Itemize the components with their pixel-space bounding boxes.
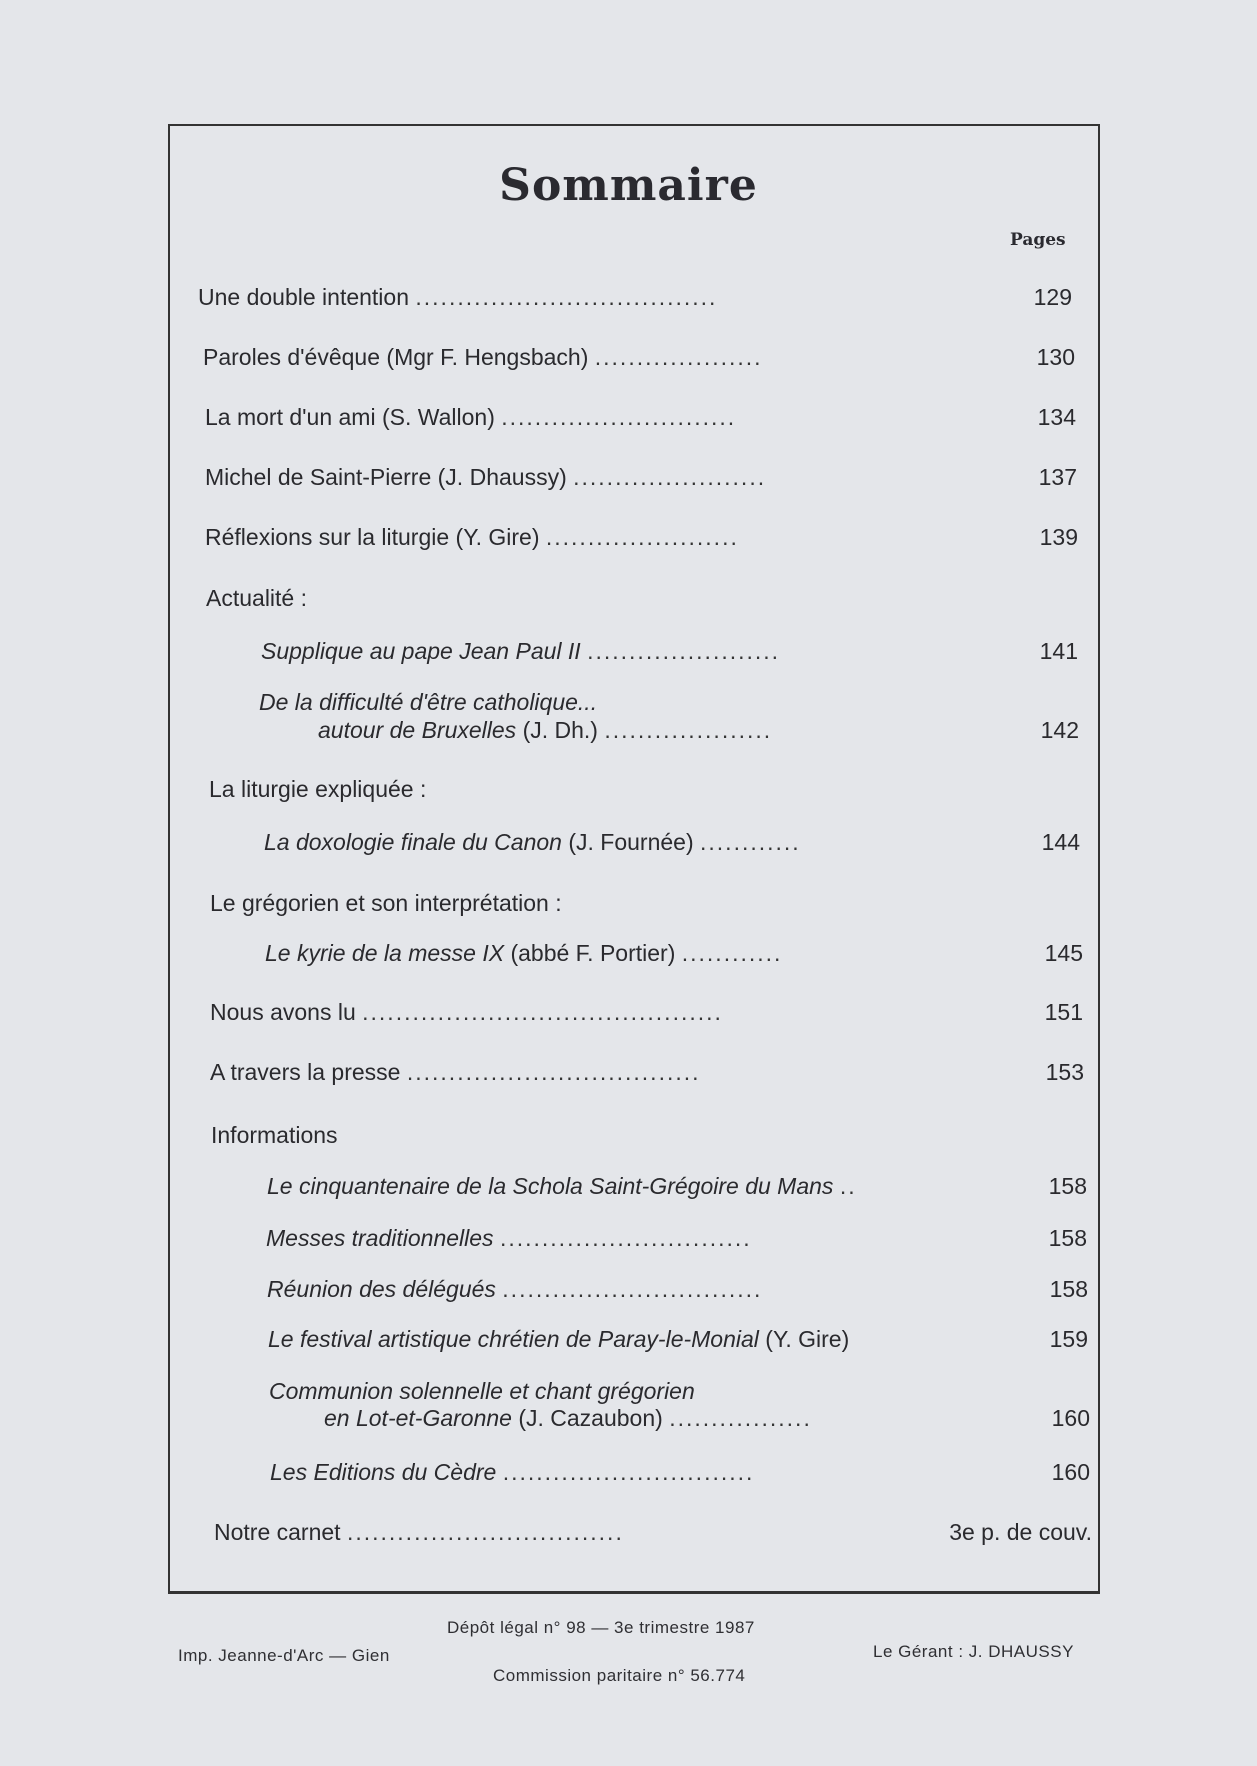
leader-dots: ..............................: [499, 1225, 752, 1251]
toc-page-number: 151: [1044, 999, 1083, 1025]
toc-entry: [210, 1058, 701, 1086]
leader-dots: ....................................: [415, 284, 718, 310]
toc-page-number: 144: [1041, 829, 1080, 855]
toc-entry-title: La mort d'un ami (S. Wallon): [205, 404, 495, 430]
toc-page-number: 160: [1051, 1405, 1090, 1431]
pages-column-header: Pages: [1010, 230, 1066, 250]
toc-section-heading: [211, 1121, 338, 1149]
toc-entry-author: (Y. Gire): [765, 1326, 850, 1352]
toc-entry-title: Le kyrie de la messe IX: [265, 940, 505, 966]
toc-page-number: 158: [1049, 1276, 1088, 1302]
toc-entry: [267, 1275, 762, 1303]
leader-dots: .......................: [587, 638, 781, 664]
toc-entry-title: La doxologie finale du Canon: [264, 829, 562, 855]
toc-section-title: Informations: [211, 1122, 338, 1148]
toc-page-number: 158: [1048, 1225, 1087, 1251]
toc-entry: [214, 1518, 624, 1546]
leader-dots: ...........................................: [362, 999, 723, 1025]
toc-entry-title: De la difficulté d'être catholique...: [259, 689, 598, 715]
toc-entry-author: (J. Fournée): [568, 829, 694, 855]
toc-page-number: 142: [1040, 717, 1079, 743]
toc-entry-title: Messes traditionnelles: [266, 1225, 494, 1251]
toc-entry-title: Réunion des délégués: [267, 1276, 496, 1302]
leader-dots: .......................: [573, 464, 767, 490]
toc-page-number: 158: [1048, 1173, 1087, 1199]
toc-entry-author: (abbé F. Portier): [510, 940, 676, 966]
toc-entry-title: Le festival artistique chrétien de Paray-le-Monial: [268, 1326, 759, 1352]
toc-entry: [324, 1404, 812, 1432]
toc-entry: [205, 523, 739, 551]
toc-entry-title: Une double intention: [198, 284, 409, 310]
leader-dots: ............................: [501, 404, 737, 430]
toc-page-number: 129: [1033, 284, 1072, 310]
toc-entry: [203, 343, 763, 371]
toc-section-title: La liturgie expliquée :: [209, 776, 427, 802]
toc-entry: [259, 688, 597, 716]
leader-dots: .................................: [346, 1519, 624, 1545]
leader-dots: ....................: [594, 344, 763, 370]
footer-gerant: Le Gérant : J. DHAUSSY: [873, 1642, 1074, 1661]
toc-entry: [205, 403, 736, 431]
toc-entry-title: Notre carnet: [214, 1519, 341, 1545]
toc-section-title: Le grégorien et son interprétation :: [210, 890, 562, 916]
toc-entry-title: Réflexions sur la liturgie (Y. Gire): [205, 524, 540, 550]
leader-dots: ............: [681, 940, 783, 966]
toc-entry-author: (J. Cazaubon): [518, 1405, 663, 1431]
footer-commission: Commission paritaire n° 56.774: [493, 1666, 746, 1685]
toc-page-number: 3e p. de couv.: [949, 1519, 1092, 1545]
toc-entry: [264, 828, 801, 856]
leader-dots: ..............................: [502, 1459, 755, 1485]
toc-entry-title: Paroles d'évêque (Mgr F. Hengsbach): [203, 344, 589, 370]
toc-page-number: 160: [1051, 1459, 1090, 1485]
toc-section-heading: [209, 775, 426, 803]
leader-dots: ..: [839, 1173, 857, 1199]
footer-imprimeur: Imp. Jeanne-d'Arc — Gien: [178, 1646, 390, 1665]
toc-entry: [261, 637, 780, 665]
toc-entry: [205, 463, 766, 491]
toc-entry-title: Les Editions du Cèdre: [270, 1459, 497, 1485]
toc-entry: [266, 1224, 752, 1252]
toc-page-number: 141: [1039, 638, 1078, 664]
toc-entry: [210, 998, 723, 1026]
toc-entry: [268, 1325, 849, 1353]
toc-entry: [270, 1458, 754, 1486]
toc-entry: [318, 716, 772, 744]
toc-entry-title: Supplique au pape Jean Paul II: [261, 638, 581, 664]
toc-entry-author: (J. Dh.): [522, 717, 598, 743]
toc-entry: [198, 283, 717, 311]
toc-section-heading: [210, 889, 562, 917]
toc-page-number: 130: [1036, 344, 1075, 370]
toc-page-number: 145: [1044, 940, 1083, 966]
leader-dots: .................: [669, 1405, 812, 1431]
toc-entry: [265, 939, 782, 967]
toc-entry-title: Michel de Saint-Pierre (J. Dhaussy): [205, 464, 567, 490]
toc-page-number: 139: [1039, 524, 1078, 550]
toc-page-number: 159: [1049, 1326, 1088, 1352]
toc-page-number: 137: [1038, 464, 1077, 490]
toc-section-heading: [206, 584, 307, 612]
toc-page-number: 134: [1037, 404, 1076, 430]
toc-entry: [267, 1172, 857, 1200]
toc-entry-title: autour de Bruxelles: [318, 717, 517, 743]
page-title: Sommaire: [499, 160, 758, 211]
toc-entry-title: A travers la presse: [210, 1059, 401, 1085]
footer-depot-legal: Dépôt légal n° 98 — 3e trimestre 1987: [447, 1618, 755, 1637]
toc-entry-title: Le cinquantenaire de la Schola Saint-Grégoire du Mans: [267, 1173, 834, 1199]
toc-entry-title: Communion solennelle et chant grégorien: [269, 1378, 695, 1404]
toc-page-number: 153: [1045, 1059, 1084, 1085]
leader-dots: ...................................: [406, 1059, 701, 1085]
toc-entry-title: Nous avons lu: [210, 999, 356, 1025]
toc-entry-title: en Lot-et-Garonne: [324, 1405, 512, 1431]
leader-dots: ....................: [604, 717, 773, 743]
leader-dots: .......................: [545, 524, 739, 550]
leader-dots: ............: [700, 829, 801, 855]
toc-section-title: Actualité :: [206, 585, 307, 611]
leader-dots: ...............................: [502, 1276, 763, 1302]
toc-entry: [269, 1377, 695, 1405]
